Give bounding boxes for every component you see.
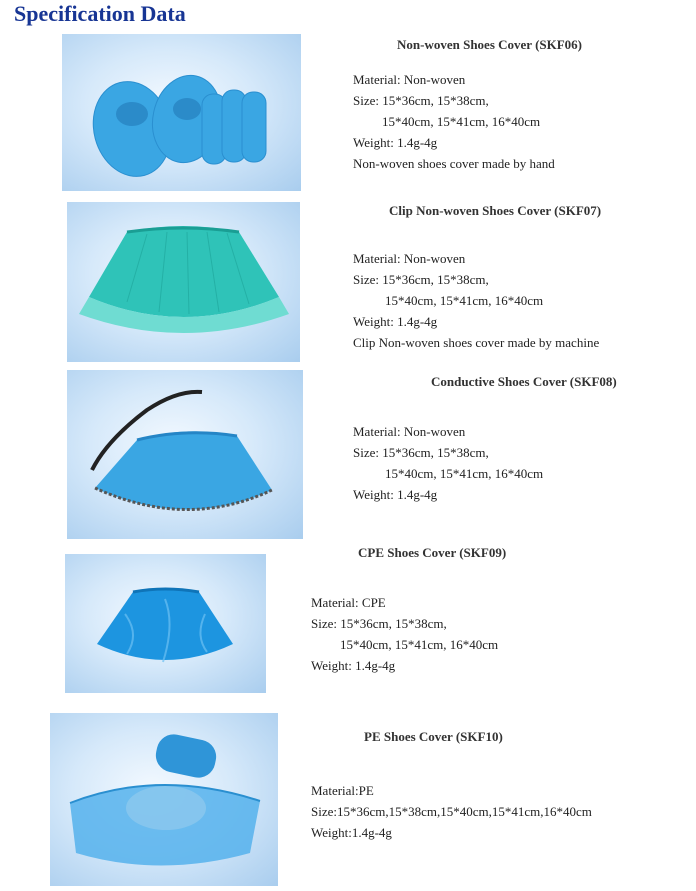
material-text: Material: Non-woven (353, 424, 466, 439)
size-text: Size: 15*36cm, 15*38cm, (353, 445, 489, 460)
size-text: Size:15*36cm,15*38cm,15*40cm,15*41cm,16*40cm (311, 804, 592, 819)
product-photo-skf10 (50, 713, 278, 886)
product-photo-skf06 (62, 34, 301, 191)
size-text-continued: 15*40cm, 15*41cm, 16*40cm (382, 114, 541, 129)
size-text-continued: 15*40cm, 15*41cm, 16*40cm (385, 466, 544, 481)
product-name: Conductive Shoes Cover (SKF08) (431, 374, 617, 389)
clip-shoe-cover-image (67, 202, 300, 362)
conductive-shoe-cover-image (67, 370, 303, 539)
product-photo-skf09 (65, 554, 266, 693)
weight-text: Weight: 1.4g-4g (353, 135, 438, 150)
size-text-continued: 15*40cm, 15*41cm, 16*40cm (340, 637, 499, 652)
size-text-continued: 15*40cm, 15*41cm, 16*40cm (385, 293, 544, 308)
weight-text: Weight: 1.4g-4g (353, 487, 438, 502)
material-text: Material: CPE (311, 595, 386, 610)
product-name: CPE Shoes Cover (SKF09) (358, 545, 507, 560)
cpe-shoe-cover-image (65, 554, 266, 693)
material-text: Material: Non-woven (353, 251, 466, 266)
product-specs-skf09 (311, 542, 506, 676)
page-title: Specification Data (14, 1, 186, 26)
size-text: Size: 15*36cm, 15*38cm, (311, 616, 447, 631)
size-text: Size: 15*36cm, 15*38cm, (353, 93, 489, 108)
material-text: Material:PE (311, 783, 374, 798)
weight-text: Weight: 1.4g-4g (311, 658, 396, 673)
product-name: PE Shoes Cover (SKF10) (364, 729, 503, 744)
weight-text: Weight:1.4g-4g (311, 825, 392, 840)
product-photo-skf07 (67, 202, 300, 362)
product-name: Clip Non-woven Shoes Cover (SKF07) (389, 203, 602, 218)
non-woven-shoe-cover-image (62, 34, 301, 191)
note-text: Clip Non-woven shoes cover made by machine (353, 335, 600, 350)
product-photo-skf08 (67, 370, 303, 539)
weight-text: Weight: 1.4g-4g (353, 314, 438, 329)
product-specs-skf08 (353, 371, 617, 505)
product-specs-skf06 (353, 34, 582, 174)
pe-shoe-cover-image (50, 713, 278, 886)
note-text: Non-woven shoes cover made by hand (353, 156, 555, 171)
size-text: Size: 15*36cm, 15*38cm, (353, 272, 489, 287)
product-specs-skf07 (353, 200, 601, 353)
product-specs-skf10 (311, 726, 592, 843)
product-name: Non-woven Shoes Cover (SKF06) (397, 37, 583, 52)
material-text: Material: Non-woven (353, 72, 466, 87)
